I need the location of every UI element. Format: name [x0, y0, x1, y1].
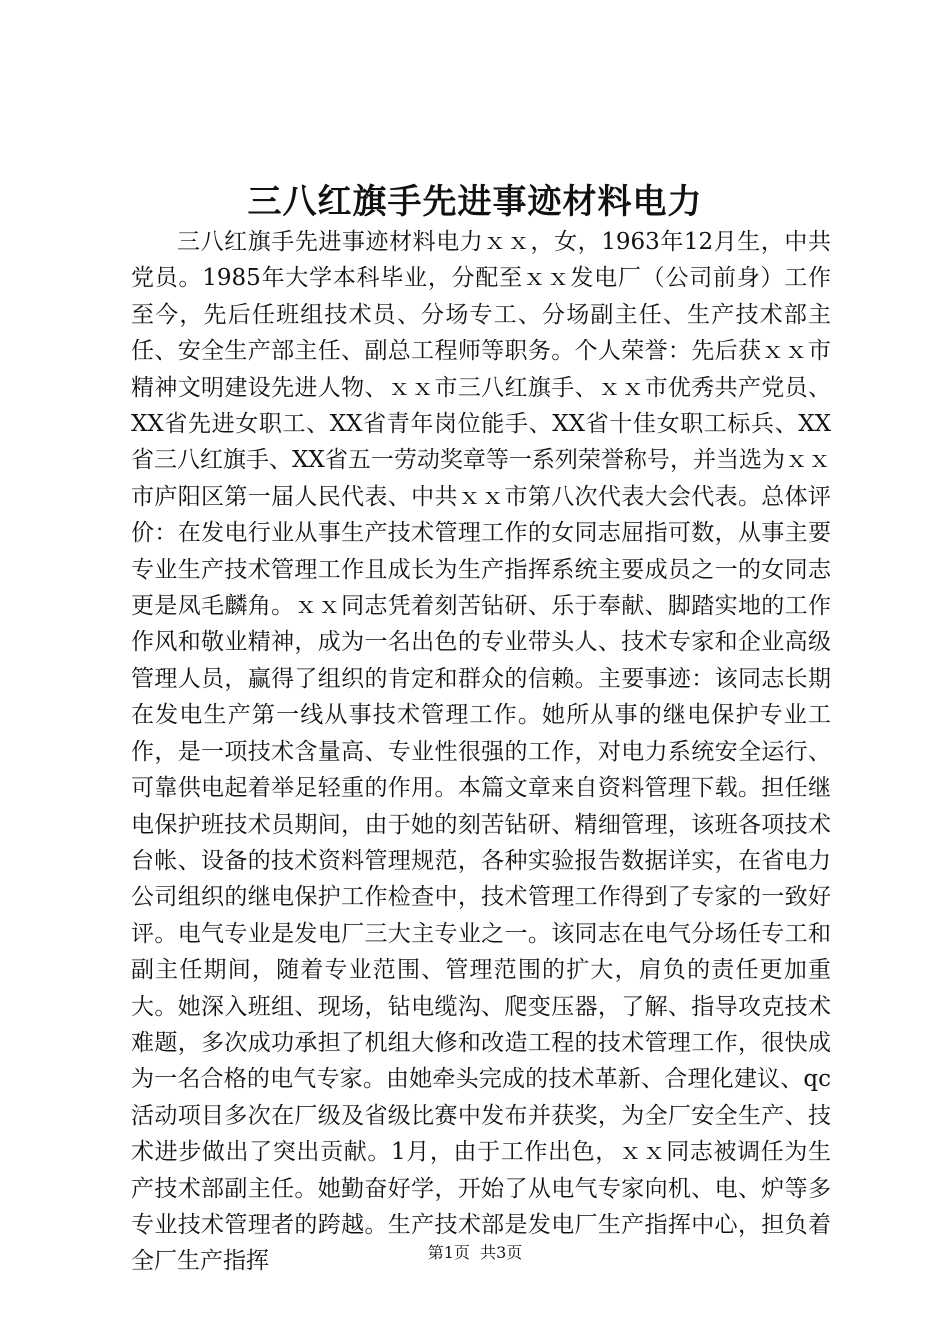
document-title: 三八红旗手先进事迹材料电力 [247, 182, 703, 222]
page-footer [0, 1242, 950, 1264]
page-total: 共3页 [480, 1243, 523, 1262]
document-body: 三八红旗手先进事迹材料电力ｘｘ，女，1963年12月生，中共党员。1985年大学本科毕业，分配至ｘｘ发电厂（公司前身）工作至今，先后任班组技术员、分场专工、分场副主任、生产技术部主任、安全生产部主任、副总工程师等职务。个人荣誉：先后获ｘｘ市精神文明建设先进人物、ｘｘ市三八红旗手、ｘｘ市优秀共产党员、XX省先进女职工、XX省青年岗位能手、XX省十佳女职工标兵、XX省三八红旗手、XX省五一劳动奖章等一系列荣誉称号，并当选为ｘｘ市庐阳区第一届人民代表、中共ｘｘ市第八次代表大会代表。总体评价：在发电行业从事生产技术管理工作的女同志屈指可数，从事主要专业生产技术管理工作且成长为生产指挥系统主要成员之一的女同志更是凤毛麟角。ｘｘ同志凭着刻苦钻研、乐于奉献、脚踏实地的工作作风和敬业精神，成为一名出色的专业带头人、技术专家和企业高级管理人员，赢得了组织的肯定和群众的信赖。主要事迹：该同志长期在发电生产第一线从事技术管理工作。她所从事的继电保护专业工作，是一项技术含量高、专业性很强的工作，对电力系统安全运行、可靠供电起着举足轻重的作用。本篇文章来自资料管理下载。担任继电保护班技术员期间，由于她的刻苦钻研、精细管理，该班各项技术台帐、设备的技术资料管理规范，各种实验报告数据详实，在省电力公司组织的继电保护工作检查中，技术管理工作得到了专家的一致好评。电气专业是发电厂三大主专业之一。该同志在电气分场任专工和副主任期间，随着专业范围、管理范围的扩大，肩负的责任更加重大。她深入班组、现场，钻电缆沟、爬变压器，了解、指导攻克技术难题，多次成功承担了机组大修和改造工程的技术管理工作，很快成为一名合格的电气专家。由她牵头完成的技术革新、合理化建议、qc活动项目多次在厂级及省级比赛中发布并获奖，为全厂安全生产、技术进步做出了突出贡献。1月，由于工作出色，ｘｘ同志被调任为生产技术部副主任。她勤奋好学，开始了从电气专家向机、电、炉等多专业技术管理者的跨越。生产技术部是发电厂生产指挥中心，担负着全厂生产指挥 [131, 229, 831, 1275]
page-number: 第1页 [427, 1243, 470, 1262]
